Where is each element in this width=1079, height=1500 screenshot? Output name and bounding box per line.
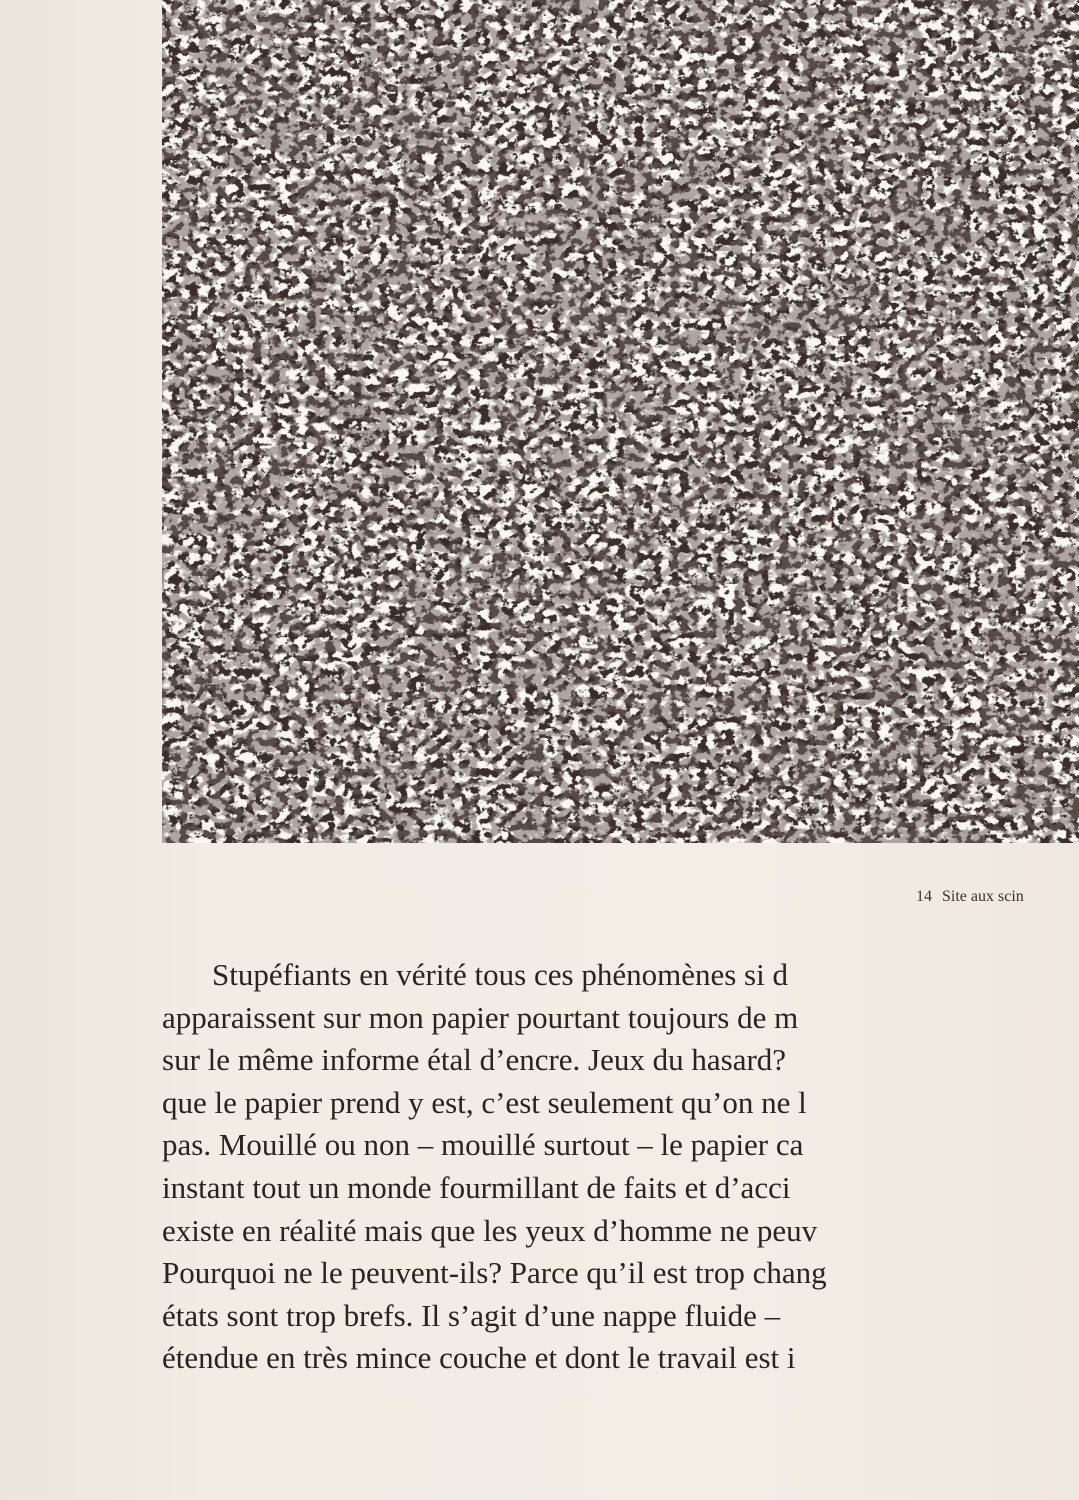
- text-line: apparaissent sur mon papier pourtant toujours de m: [162, 999, 799, 1035]
- text-line: états sont trop brefs. Il s’agit d’une nappe fluide –: [162, 1297, 781, 1333]
- text-line: instant tout un monde fourmillant de faits et d’acci: [162, 1169, 791, 1205]
- text-line: sur le même informe étal d’encre. Jeux du hasard?: [162, 1042, 787, 1078]
- figure-caption: [916, 888, 1024, 906]
- text-line: que le papier prend y est, c’est seulement qu’on ne l: [162, 1084, 807, 1120]
- text-line: Stupéfiants en vérité tous ces phénomènes si d: [212, 957, 788, 992]
- text-line: Pourquoi ne le peuvent-ils? Parce qu’il est trop chang: [162, 1255, 827, 1291]
- body-paragraph: [162, 954, 1079, 1380]
- figure-number: 14: [916, 888, 932, 905]
- text-line: pas. Mouillé ou non – mouillé surtout – le papier ca: [162, 1127, 804, 1163]
- text-line: existe en réalité mais que les yeux d’homme ne peuv: [162, 1212, 818, 1248]
- text-line: étendue en très mince couche et dont le travail est i: [162, 1340, 796, 1376]
- texturology-print-plate: [162, 0, 1079, 843]
- figure-title: Site aux scin: [942, 888, 1024, 905]
- ink-texture-artwork: [162, 0, 1079, 843]
